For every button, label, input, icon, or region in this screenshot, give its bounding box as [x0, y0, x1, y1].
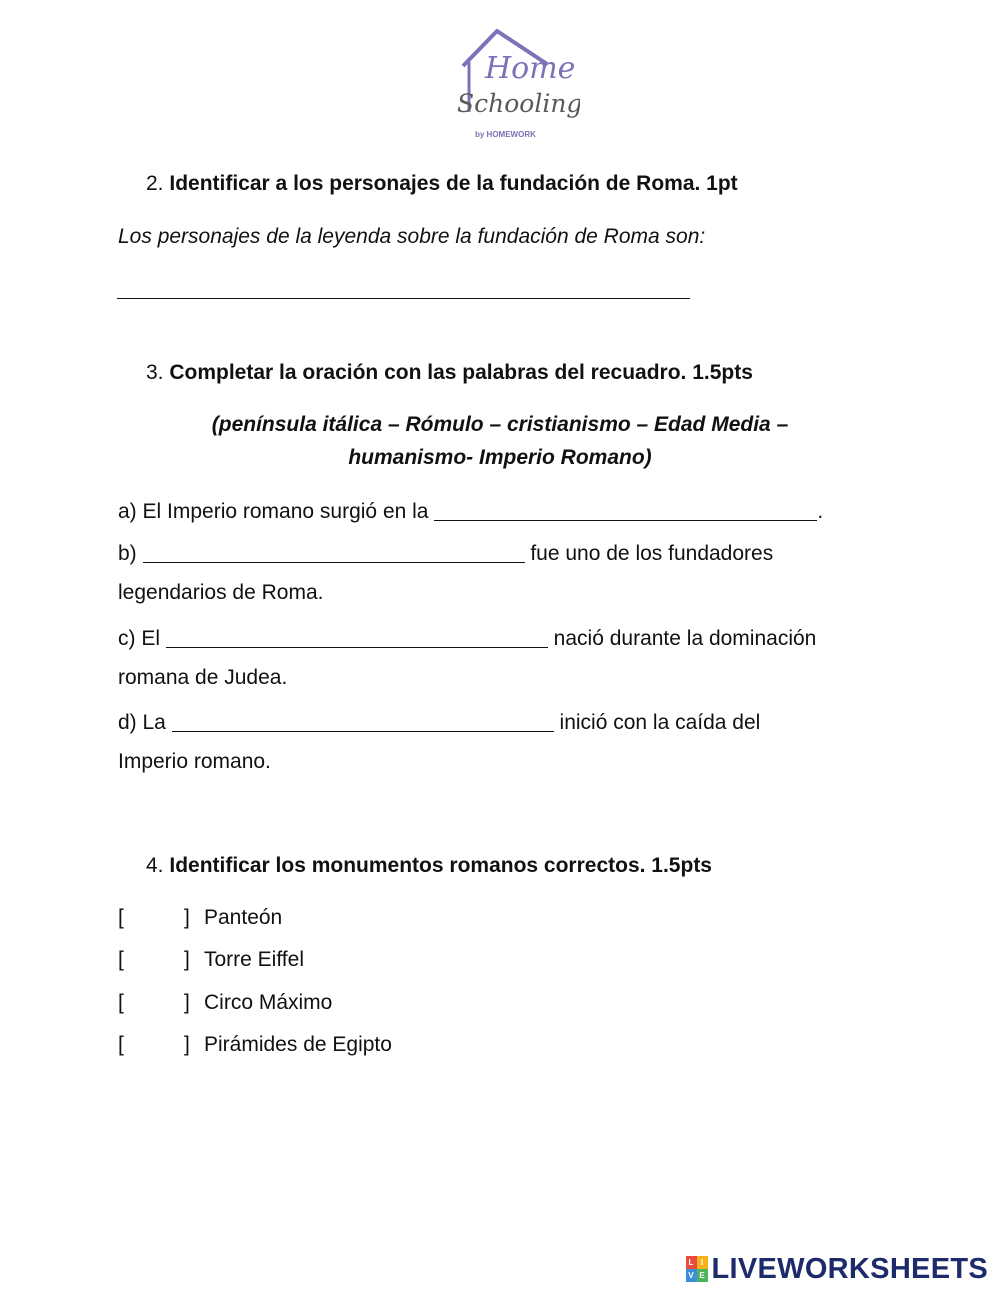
word-box — [130, 408, 870, 474]
liveworksheets-brand — [686, 1252, 989, 1286]
q3-sentence-a — [118, 497, 823, 524]
q3-a-blank[interactable] — [434, 500, 817, 521]
checkbox-close-bracket: ] — [184, 948, 190, 971]
option-label-circo-maximo: Circo Máximo — [204, 991, 333, 1014]
checkbox-open-bracket: [ — [118, 948, 124, 971]
checkbox-close-bracket: ] — [184, 906, 190, 929]
q3-c-after: nació durante la dominación — [547, 627, 817, 650]
q3-sentence-d — [118, 708, 760, 735]
q3-b-after: fue uno de los fundadores — [524, 542, 774, 565]
checkbox-close-bracket: ] — [184, 991, 190, 1014]
icon-letter-l: L — [686, 1256, 697, 1269]
word-box-line2: humanismo- Imperio Romano) — [348, 446, 652, 469]
checkbox-option[interactable] — [118, 948, 304, 972]
q3-sentence-c — [118, 624, 816, 651]
q3-c-continuation: romana de Judea. — [118, 666, 288, 689]
house-logo-icon — [455, 26, 580, 146]
q3-c-before: c) El — [118, 627, 166, 650]
q3-title: Completar la oración con las palabras del recuadro. 1.5pts — [169, 361, 753, 384]
q4-title: Identificar los monumentos romanos correctos. 1.5pts — [169, 854, 712, 877]
checkbox-option[interactable] — [118, 1033, 392, 1057]
q3-b-continuation: legendarios de Roma. — [118, 581, 324, 604]
home-schooling-logo — [455, 26, 580, 146]
liveworksheets-icon — [686, 1256, 708, 1282]
checkbox-close-bracket: ] — [184, 1033, 190, 1056]
checkbox-open-bracket: [ — [118, 906, 124, 929]
logo-byline: by HOMEWORK — [475, 130, 536, 139]
q4-number: 4. — [146, 854, 164, 877]
q2-heading — [146, 172, 738, 196]
option-label-piramides: Pirámides de Egipto — [204, 1033, 392, 1056]
q2-answer-line[interactable] — [117, 298, 690, 299]
q4-heading — [146, 854, 712, 878]
q3-d-blank[interactable] — [172, 711, 554, 732]
q2-title: Identificar a los personajes de la fundación de Roma. 1pt — [169, 172, 738, 195]
q3-heading — [146, 361, 753, 385]
icon-letter-e: E — [697, 1269, 708, 1282]
q3-b-before: b) — [118, 542, 143, 565]
q3-b-blank[interactable] — [143, 542, 525, 563]
q3-number: 3. — [146, 361, 164, 384]
q2-prompt: Los personajes de la leyenda sobre la fundación de Roma son: — [118, 225, 706, 248]
q3-d-continuation: Imperio romano. — [118, 750, 271, 773]
checkbox-option[interactable] — [118, 906, 282, 930]
q3-sentence-b — [118, 539, 773, 566]
icon-letter-v: V — [686, 1269, 697, 1282]
checkbox-option[interactable] — [118, 991, 332, 1015]
q3-c-blank[interactable] — [166, 627, 548, 648]
q2-number: 2. — [146, 172, 164, 195]
word-box-line1: (península itálica – Rómulo – cristianismo – Edad Media – — [211, 413, 789, 436]
q3-a-before: a) El Imperio romano surgió en la — [118, 500, 435, 523]
q3-d-before: d) La — [118, 711, 172, 734]
option-label-panteon: Panteón — [204, 906, 283, 929]
checkbox-open-bracket: [ — [118, 991, 124, 1014]
logo-line2: Schooling — [457, 89, 580, 118]
option-label-torre-eiffel: Torre Eiffel — [204, 948, 304, 971]
logo-line1: Home — [485, 51, 576, 86]
liveworksheets-text: LIVEWORKSHEETS — [711, 1252, 988, 1285]
q3-d-after: inició con la caída del — [553, 711, 761, 734]
icon-letter-i: I — [697, 1256, 708, 1269]
checkbox-open-bracket: [ — [118, 1033, 124, 1056]
q3-a-after: . — [817, 500, 824, 523]
